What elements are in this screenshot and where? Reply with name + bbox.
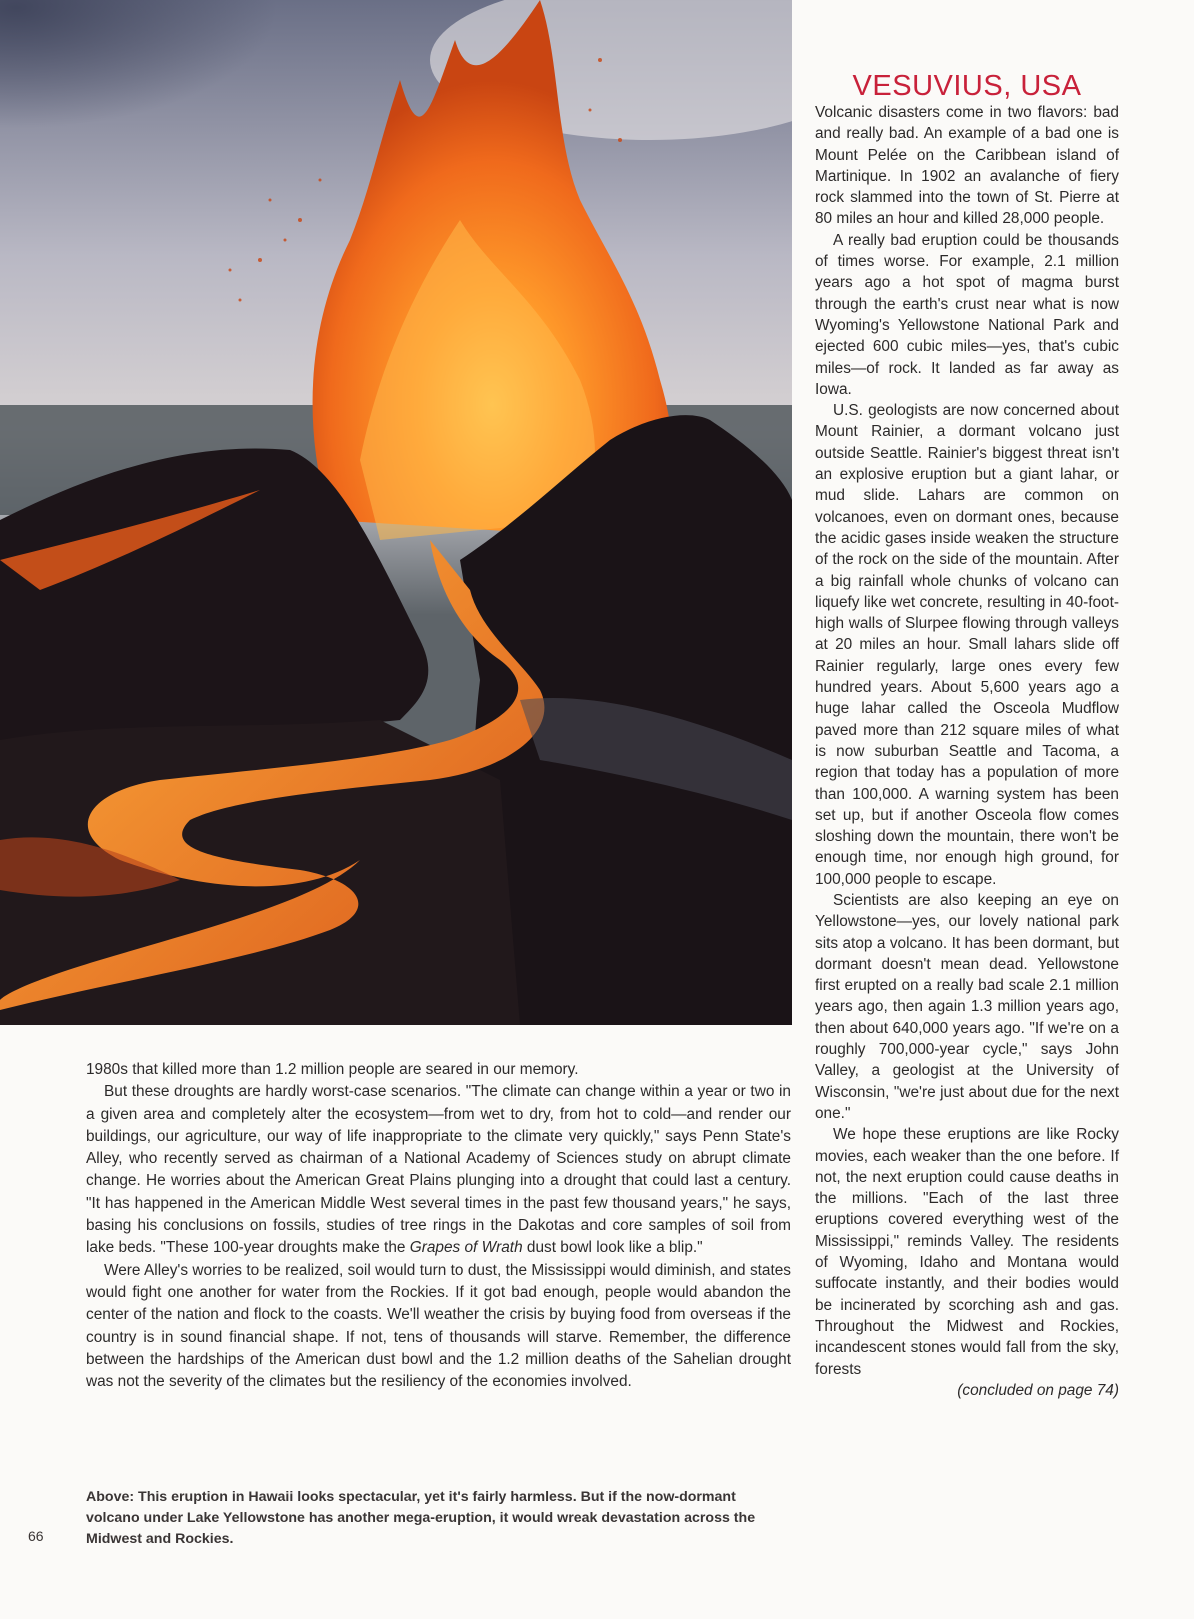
- continued-note: (concluded on page 74): [957, 1381, 1119, 1399]
- sidebar-article: [815, 70, 1119, 1401]
- main-paragraph-text: But these droughts are hardly worst-case scenarios. "The climate can change within a year or two in a given area and completely alter the ecosystem—from wet to dry, from hot to cold—and render our buildings, our agriculture, our way of life inappropriate to the climate very quickly," says Penn State's Alley, who recently served as chairman of a National Academy of Sciences study on abrupt climate change. He worries about the American Great Plains plunging into a drought that could last a century. "It has happened in the American Middle West several times in the past few thousand years," he says, basing his conclusions on fossils, studies of tree rings in the Dakotas and core samples of soil from lake beds. "These 100-year droughts make the: [86, 1083, 791, 1257]
- sidebar-paragraph: A really bad eruption could be thousands of times worse. For example, 2.1 million years ago a hot spot of magma burst through the earth's crust near what is now Wyoming's Yellowstone National Park and ejected 600 cubic miles—yes, that's cubic miles—of rock. It landed as far away as Iowa.: [815, 231, 1119, 398]
- photo-caption: Above: This eruption in Hawaii looks spectacular, yet it's fairly harmless. But if the now-dormant volcano under Lake Yellowstone has another mega-eruption, it would wreak devastation across the Midwest and Rockies.: [86, 1489, 756, 1547]
- sidebar-paragraph: Volcanic disasters come in two flavors: bad and really bad. An example of a bad one is Mount Pelée on the Caribbean island of Martinique. In 1902 an avalanche of fiery rock slammed into the town of St. Pierre at 80 miles an hour and killed 28,000 people.: [815, 104, 1119, 228]
- sidebar-paragraph: We hope these eruptions are like Rocky movies, each weaker than the one before. If not, the next eruption could cause deaths in the millions. "Each of the last three eruptions covered everything west of the Mississippi," reminds Valley. The residents of Wyoming, Idaho and Montana would suffocate instantly, and their bodies would be incinerated by scorching ash and gas. Throughout the Midwest and Rockies, incandescent stones would fall from the sky, forests: [815, 1126, 1119, 1378]
- main-paragraph-text: dust bowl look like a blip.": [522, 1239, 703, 1257]
- volcano-photo: [0, 0, 792, 1025]
- sidebar-title: VESUVIUS, USA: [852, 70, 1082, 102]
- main-paragraph: Were Alley's worries to be realized, soil would turn to dust, the Mississippi would diminish, and states would fight one another for water from the Rockies. If it got bad enough, people would abandon the center of the nation and flock to the coasts. We'll weather the crisis by buying food from overseas if the country is in sound financial shape. If not, tens of thousands will starve. Remember, the difference between the hardships of the American dust bowl and the 1.2 million deaths of the Sahelian drought was not the severity of the climates but the resiliency of the economies involved.: [86, 1261, 791, 1391]
- main-paragraph: [86, 1081, 791, 1259]
- book-title: Grapes of Wrath: [409, 1239, 523, 1257]
- sidebar-paragraph: U.S. geologists are now concerned about Mount Rainier, a dormant volcano just outside Seattle. Rainier's biggest threat isn't an explosive eruption but a giant lahar, or mud slide. Lahars are common on volcanoes, even on dormant ones, because the acidic gases inside weaken the structure of the rock on the side of the mountain. After a big rainfall whole chunks of volcano can liquefy like wet concrete, resulting in 40-foot-high walls of Slurpee flowing through valleys at 20 miles an hour. Small lahars slide off Rainier regularly, large ones every few hundred years. About 5,600 years ago a huge lahar called the Osceola Mudflow paved more than 212 square miles of what is now suburban Seattle and Tacoma, a region that today has a population of more than 100,000. A warning system has been set up, but if another Osceola flow comes sloshing down the mountain, there won't be enough time, nor enough high ground, for 100,000 people to escape.: [815, 402, 1119, 888]
- page-number: 66: [28, 1528, 44, 1544]
- main-article-text: [86, 1059, 791, 1393]
- volcano-eruption-image: [0, 0, 792, 1025]
- sidebar-paragraph: Scientists are also keeping an eye on Yellowstone—yes, our lovely national park sits atop a volcano. It has been dormant, but dormant doesn't mean dead. Yellowstone first erupted on a really bad scale 2.1 million years ago, then again 1.3 million years ago, then about 640,000 years ago. "If we're on a roughly 700,000-year cycle," says John Valley, a geologist at the University of Wisconsin, "we're just about due for the next one.": [815, 891, 1119, 1122]
- main-paragraph: 1980s that killed more than 1.2 million people are seared in our memory.: [86, 1061, 579, 1078]
